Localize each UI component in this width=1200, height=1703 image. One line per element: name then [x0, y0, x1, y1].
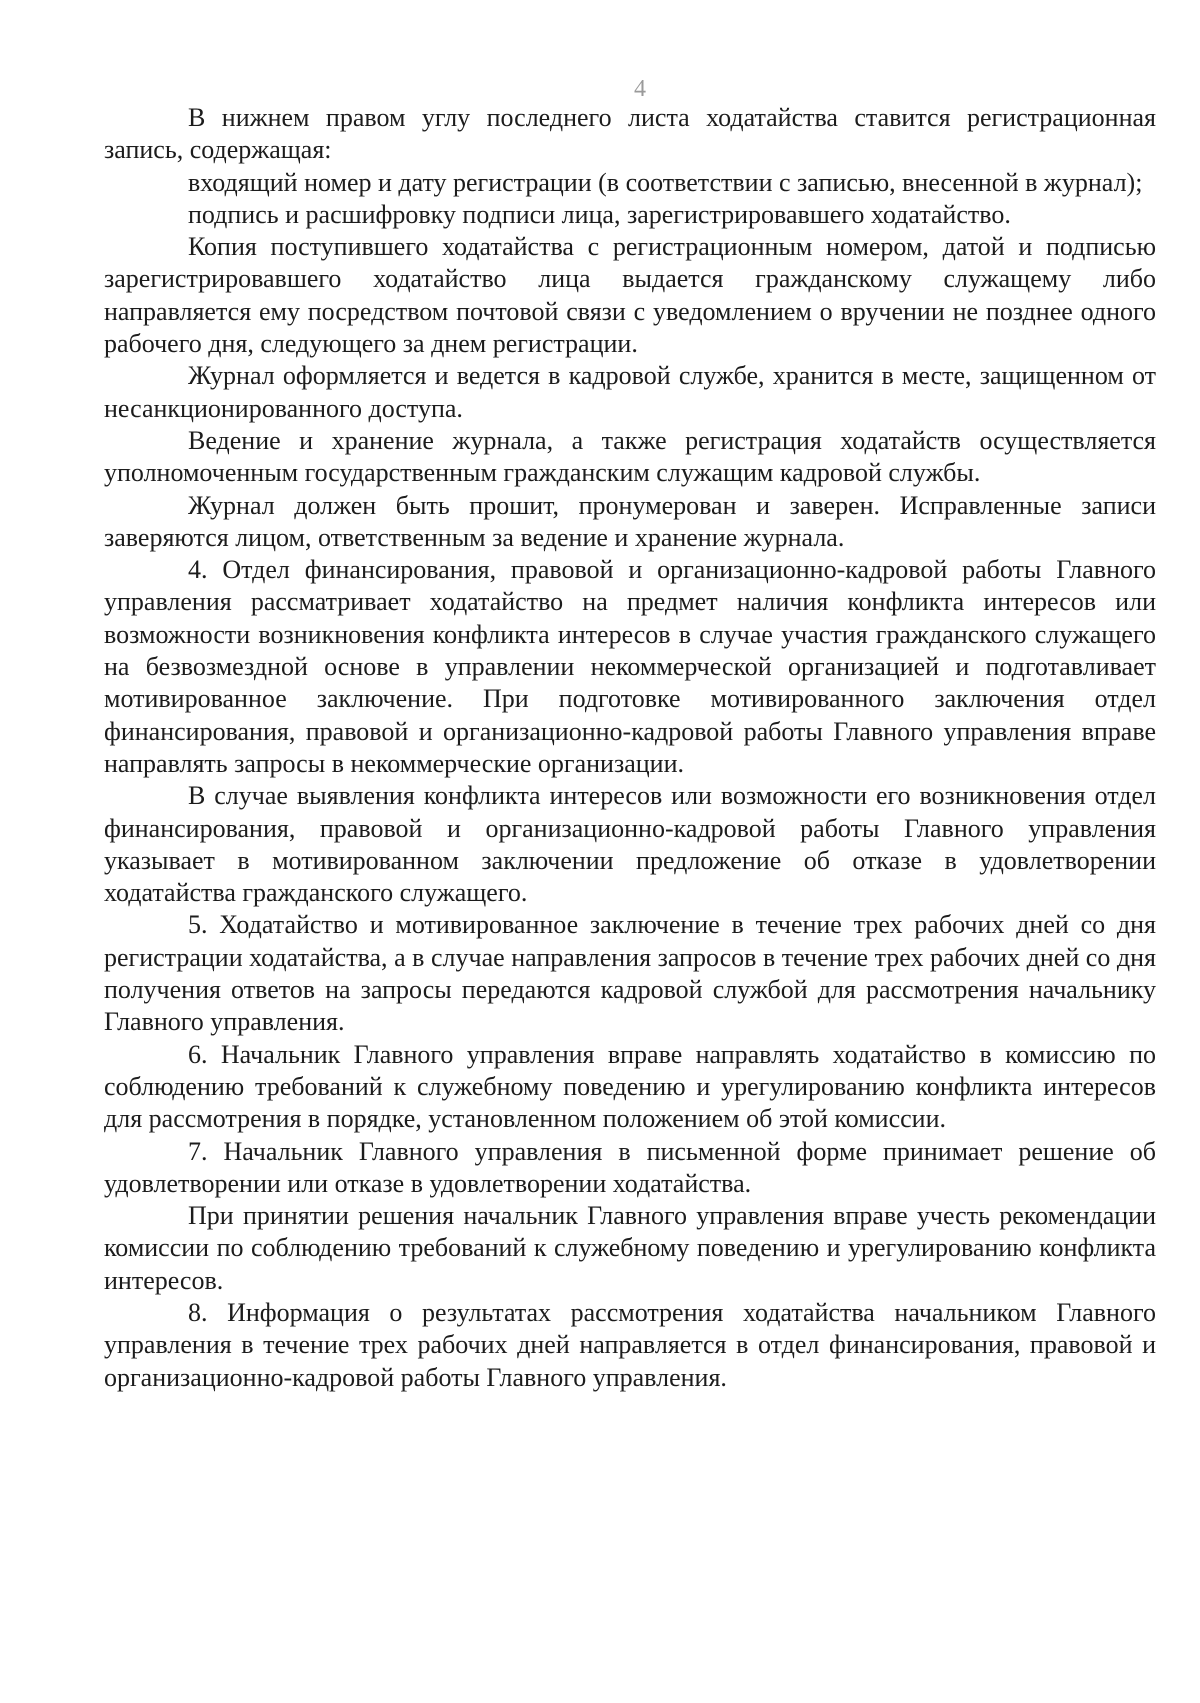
paragraph: Журнал оформляется и ведется в кадровой службе, хранится в месте, защищенном от несанкционированного доступа.	[104, 361, 1156, 423]
paragraph: В нижнем правом углу последнего листа ходатайства ставится регистрационная запись, содержащая:	[104, 103, 1156, 165]
paragraph: 8. Информация о результатах рассмотрения ходатайства начальником Главного управления в течение трех рабочих дней направляется в отдел финансирования, правовой и организационно-кадровой работы Главного управления.	[104, 1297, 1156, 1392]
document-body	[104, 102, 1156, 1394]
paragraph: 5. Ходатайство и мотивированное заключение в течение трех рабочих дней со дня регистрации ходатайства, а в случае направления запросов в течение трех рабочих дней со дня получения ответов на запросы передаются кадровой службой для рассмотрения начальнику Главного управления.	[104, 910, 1156, 1037]
paragraph: При принятии решения начальник Главного управления вправе учесть рекомендации комиссии по соблюдению требований к служебному поведению и урегулированию конфликта интересов.	[104, 1201, 1156, 1295]
paragraph: Копия поступившего ходатайства с регистрационным номером, датой и подписью зарегистрировавшего ходатайство лица выдается гражданскому служащему либо направляется ему посредством почтовой связи с уведомлением о вручении не позднее одного рабочего дня, следующего за днем регистрации.	[104, 232, 1156, 359]
paragraph: 4. Отдел финансирования, правовой и организационно-кадровой работы Главного управления рассматривает ходатайство на предмет наличия конфликта интересов или возможности возникновения конфликта интересов в случае участия гражданского служащего на безвозмездной основе в управлении некоммерческой организацией и подготавливает мотивированное заключение. При подготовке мотивированного заключения отдел финансирования, правовой и организационно-кадровой работы Главного управления вправе направлять запросы в некоммерческие организации.	[104, 555, 1156, 778]
paragraph: входящий номер и дату регистрации (в соответствии с записью, внесенной в журнал);	[188, 167, 1143, 197]
paragraph: 6. Начальник Главного управления вправе направлять ходатайство в комиссию по соблюдению требований к служебному поведению и урегулированию конфликта интересов для рассмотрения в порядке, установленном положением об этой комиссии.	[104, 1039, 1156, 1134]
paragraph: В случае выявления конфликта интересов или возможности его возникновения отдел финансирования, правовой и организационно-кадровой работы Главного управления указывает в мотивированном заключении предложение об отказе в удовлетворении ходатайства гражданского служащего.	[104, 781, 1156, 908]
paragraph: 7. Начальник Главного управления в письменной форме принимает решение об удовлетворении или отказе в удовлетворении ходатайства.	[104, 1136, 1156, 1198]
page-number: 4	[634, 76, 646, 102]
paragraph: Ведение и хранение журнала, а также регистрация ходатайств осуществляется уполномоченным государственным гражданским служащим кадровой службы.	[104, 425, 1156, 488]
paragraph: Журнал должен быть прошит, пронумерован и заверен. Исправленные записи заверяются лицом, ответственным за ведение и хранение журнала.	[104, 490, 1156, 552]
paragraph: подпись и расшифровку подписи лица, зарегистрировавшего ходатайство.	[188, 199, 1011, 229]
